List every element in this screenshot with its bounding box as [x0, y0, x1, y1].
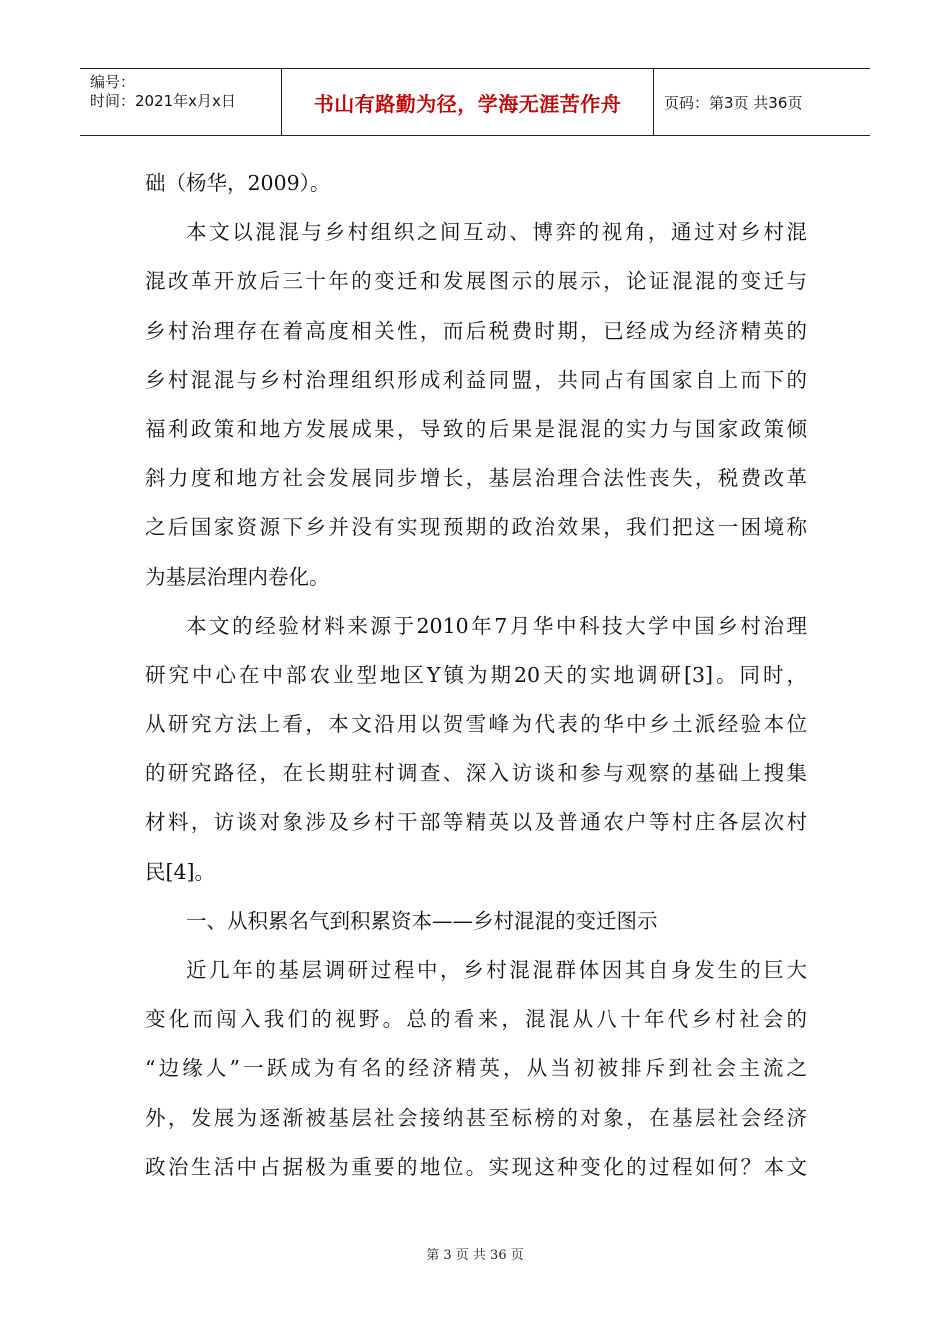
document-number-label: 编号：: [90, 73, 136, 91]
text-line: “边缘人”一跃成为有名的经济精英，从当初被排斥到社会主流之: [145, 1056, 807, 1081]
text-line: 乡村治理存在着高度相关性，而后税费时期，已经成为经济精英的: [145, 318, 807, 343]
text-line: 础（杨华，2009）。: [145, 171, 331, 195]
page-header: [80, 68, 870, 136]
text-line: 变化而闯入我们的视野。总的看来，混混从八十年代乡村社会的: [145, 1007, 807, 1032]
text-line: 近几年的基层调研过程中，乡村混混群体因其自身发生的巨大: [186, 958, 807, 982]
header-motto-cell: [282, 69, 654, 135]
text-line: 材料，访谈对象涉及乡村干部等精英以及普通农户等村庄各层次村: [145, 810, 807, 835]
text-line: 从研究方法上看，本文沿用以贺雪峰为代表的华中乡土派经验本位: [145, 712, 807, 737]
text-line: 之后国家资源下乡并没有实现预期的政治效果，我们把这一困境称: [145, 515, 807, 540]
text-line: 本文的经验材料来源于2010年7月华中科技大学中国乡村治理: [186, 613, 807, 638]
page-footer: 第 3 页 共 36 页: [426, 1248, 524, 1263]
document-date: 时间：2021年x月x日: [90, 92, 236, 110]
text-line: 的研究路径，在长期驻村调查、深入访谈和参与观察的基础上搜集: [145, 761, 807, 786]
text-line: 本文以混混与乡村组织之间互动、博弈的视角，通过对乡村混: [186, 220, 807, 245]
text-line: 一、从积累名气到积累资本——乡村混混的变迁图示: [186, 908, 658, 933]
text-line: 民[4]。: [145, 859, 216, 884]
text-line: 政治生活中占据极为重要的地位。实现这种变化的过程如何？本文: [145, 1154, 807, 1179]
text-line: 为基层治理内卷化。: [145, 564, 330, 589]
text-line: 混改革开放后三十年的变迁和发展图示的展示，论证混混的变迁与: [145, 269, 807, 294]
text-line: 乡村混混与乡村治理组织形成利益同盟，共同占有国家自上而下的: [145, 367, 807, 392]
text-line: 外，发展为逐渐被基层社会接纳甚至标榜的对象，在基层社会经济: [145, 1105, 807, 1130]
document-body: [145, 159, 807, 1192]
text-line: 福利政策和地方发展成果，导致的后果是混混的实力与国家政策倾: [145, 416, 807, 441]
header-meta: [80, 69, 282, 135]
text-line: 斜力度和地方社会发展同步增长，基层治理合法性丧失，税费改革: [145, 466, 807, 491]
header-motto: 书山有路勤为径，学海无涯苦作舟: [313, 91, 622, 116]
text-line: 研究中心在中部农业型地区Y镇为期20天的实地调研[3]。同时，: [145, 662, 807, 687]
header-page-info: 页码：第3页 共36页: [664, 93, 803, 112]
